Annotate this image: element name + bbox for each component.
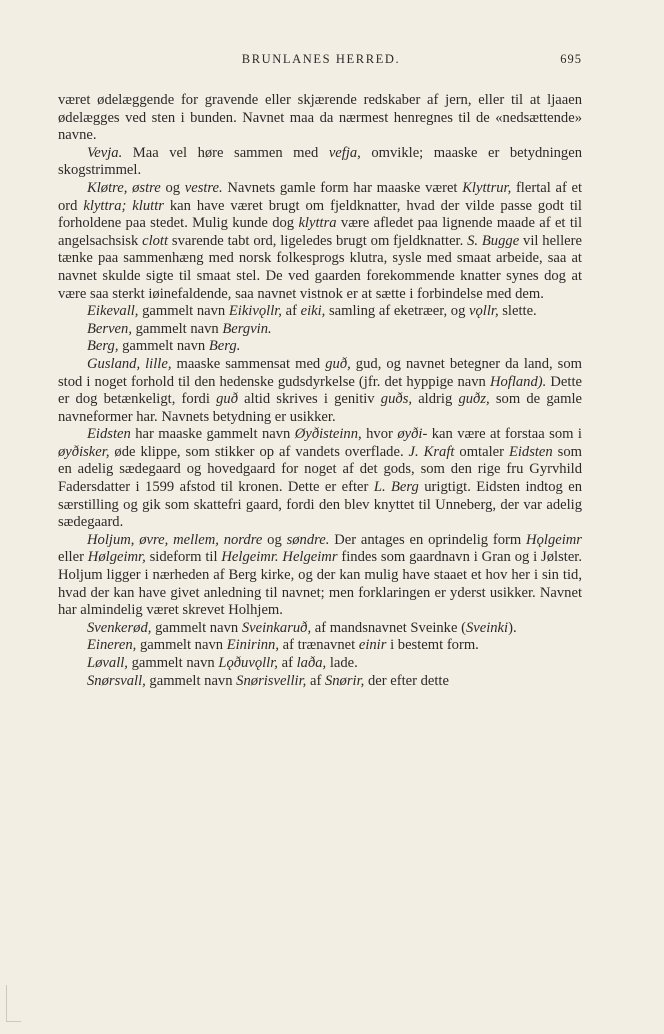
paragraph xyxy=(58,620,582,638)
text-run: Der antages en oprindelig form xyxy=(329,531,527,548)
italic-term: Øyðisteinn, xyxy=(294,426,362,443)
italic-term: Hǫlgeimr xyxy=(526,531,582,548)
text-run: slette. xyxy=(498,303,537,320)
text-run: af xyxy=(281,303,301,320)
text-run: øde klippe, som stikker op af vandets overflade. xyxy=(109,443,409,460)
italic-term: Berg, xyxy=(87,338,119,355)
text-run: lade. xyxy=(326,655,358,671)
paragraph xyxy=(58,303,582,321)
italic-term: Eikevall, xyxy=(87,303,139,320)
italic-term: Kløtre, østre xyxy=(87,179,161,196)
italic-term: Berg. xyxy=(208,338,241,355)
italic-term: vestre. xyxy=(184,179,223,196)
text-run: hvor xyxy=(361,426,398,443)
italic-term: Hofland). xyxy=(489,373,547,390)
text-run: altid skrives i genitiv xyxy=(237,391,381,408)
italic-term: Eidsten xyxy=(508,443,553,460)
text-run: og xyxy=(262,531,287,548)
italic-term: øyði- xyxy=(397,426,428,443)
paragraph xyxy=(58,92,582,145)
italic-term: Løvall, xyxy=(87,655,128,671)
italic-term: Snørsvall, xyxy=(87,672,146,689)
italic-term: guðs, xyxy=(380,391,413,408)
text-run: og xyxy=(160,179,185,196)
text-run: gammelt navn xyxy=(136,637,227,654)
italic-term: Lǫðuvǫllr, xyxy=(218,655,278,671)
page-number: 695 xyxy=(560,52,582,66)
text-run: været ødelæggende for gravende eller skjærende redskaber af jern, eller til at ljaaen ødelægges ved sten i bunden. Navnet maa da nærmest henregnes til de «nedsættende» navne. xyxy=(58,92,582,144)
text-run: gammelt navn xyxy=(127,655,219,671)
text-run: være afledet paa lignende maade af et til angelsachsisk xyxy=(58,215,582,249)
text-run: svarende tabt ord, ligeledes brugt om fjeldknatter. xyxy=(168,232,468,249)
italic-term: Hølgeimr, xyxy=(87,549,146,566)
italic-term: Eikivǫllr, xyxy=(228,303,282,320)
text-run: kan have været brugt om fjeldknatter, hvad der vilde passe godt til forholdene paa stedet. Mulig kunde dog xyxy=(58,197,582,232)
text-run: som de gamle navneformer har. Navnets betydning er usikker. xyxy=(58,391,582,425)
paragraph xyxy=(58,637,582,655)
paragraph xyxy=(58,321,582,339)
text-run: har maaske gammelt navn xyxy=(130,426,295,443)
paragraph xyxy=(58,145,582,180)
text-run: maaske sammensat med xyxy=(171,355,326,372)
text-run: af xyxy=(277,655,297,671)
text-run: aldrig xyxy=(412,391,459,408)
text-run: ). xyxy=(508,619,517,636)
italic-term: eiki, xyxy=(300,303,326,320)
text-run: gammelt navn xyxy=(138,303,229,320)
italic-term: J. Kraft xyxy=(408,443,455,460)
italic-term: S. Bugge xyxy=(467,232,520,249)
italic-term: guðz, xyxy=(458,391,490,408)
italic-term: klyttra; kluttr xyxy=(83,197,164,214)
italic-term: Gusland, lille, xyxy=(87,355,172,372)
text-run: Dette er dog betænkeligt, fordi xyxy=(58,373,582,408)
header-title: BRUNLANES HERRED. xyxy=(241,52,401,66)
text-run: gammelt navn xyxy=(145,672,237,689)
text-run: findes som gaardnavn i Gran og i Jølster. Holjum ligger i nærheden af Berg kirke, og der kan mulig have staaet et hov her i sin tid, hvad der kan have givet anledning til navnet; men forklaringen er yderst usikker. Navnet har almindelig været skrevet Holhjem. xyxy=(58,549,583,619)
text-run: omvikle; maaske er betydningen skogstrimmel. xyxy=(58,144,583,179)
italic-term: Sveinkaruð, xyxy=(241,619,312,636)
italic-term: Snørir, xyxy=(324,672,365,689)
text-run: gammelt navn xyxy=(118,338,209,355)
italic-term: Berven, xyxy=(87,320,132,337)
italic-term: Bergvin. xyxy=(222,320,272,337)
text-run: flertal af et ord xyxy=(58,179,583,214)
italic-term: Eidsten xyxy=(87,426,131,443)
italic-term: Eineren, xyxy=(87,637,137,654)
italic-term: guð, xyxy=(325,355,351,372)
paragraph xyxy=(58,180,582,303)
italic-term: L. Berg xyxy=(373,479,419,496)
text-run: samling af eketræer, og xyxy=(325,303,470,320)
text-run: af xyxy=(306,672,325,689)
text-run: eller xyxy=(58,549,88,566)
italic-term: Holjum, øvre, mellem, nordre xyxy=(87,531,263,548)
italic-term: Snørisvellir, xyxy=(236,672,307,689)
text-run: Navnets gamle form har maaske været xyxy=(222,179,463,196)
italic-term: vǫllr, xyxy=(469,303,499,320)
italic-term: guð xyxy=(216,391,238,408)
text-run: der efter dette xyxy=(364,672,449,689)
italic-term: Klyttrur, xyxy=(462,179,512,196)
text-run: gammelt navn xyxy=(131,320,223,337)
text-run: Maa vel høre sammen med xyxy=(122,144,329,161)
text-run: af trænavnet xyxy=(279,637,359,654)
italic-term: øyðisker, xyxy=(58,443,110,460)
text-run: af mandsnavnet Sveinke ( xyxy=(311,619,466,636)
paragraph xyxy=(58,356,582,426)
italic-term: vefja, xyxy=(328,144,361,161)
text-run: sideform til xyxy=(145,549,222,566)
text-run: gud, og navnet betegner da land, som stod i noget forhold til den hedenske gudsdyrkelse (jfr. det hyppige navn xyxy=(58,355,583,390)
paragraph xyxy=(58,426,582,532)
text-run: i bestemt form. xyxy=(386,637,479,654)
italic-term: Einirinn, xyxy=(226,637,279,654)
paragraph xyxy=(58,655,582,673)
text-run: vil hellere tænke paa sammenhæng med norsk folkesprogs klutra, sysle med smaat arbeide, saa at navnet skulde sigte til smaat stel. De ved gaarden forekommende knatter synes dog at være saa sterkt iøinefaldende, saa navnet vistnok er at sætte i forbindelse med dem. xyxy=(58,232,582,302)
italic-term: søndre. xyxy=(286,531,330,548)
italic-term: einir xyxy=(358,637,387,654)
text-run: som en adelig sædegaard og hovedgaard for noget af det gods, som den rige fru Gyrvhild Fadersdatter i 1599 afstod til kronen. Dette er efter xyxy=(58,443,582,496)
italic-term: Helgeimr. Helgeimr xyxy=(221,549,338,566)
italic-term: klyttra xyxy=(298,215,337,232)
paragraph xyxy=(58,338,582,356)
italic-term: clott xyxy=(142,232,169,249)
text-run: kan være at forstaa som i xyxy=(427,426,582,443)
text-run: urigtigt. Eidsten indtog en særstilling og gik som skattefri gaard, fordi den blev knyttet til Unneberg, der var adelig sædegaard. xyxy=(58,479,582,531)
text-run: gammelt navn xyxy=(151,619,242,636)
italic-term: Vevja. xyxy=(87,144,123,161)
italic-term: laða, xyxy=(296,655,327,671)
paragraph xyxy=(58,532,582,620)
paragraph xyxy=(58,673,582,691)
text-run: omtaler xyxy=(454,443,509,460)
italic-term: Svenkerød, xyxy=(87,619,152,636)
body-text xyxy=(58,92,582,690)
margin-mark xyxy=(6,985,21,1022)
italic-term: Sveinki xyxy=(465,619,509,636)
